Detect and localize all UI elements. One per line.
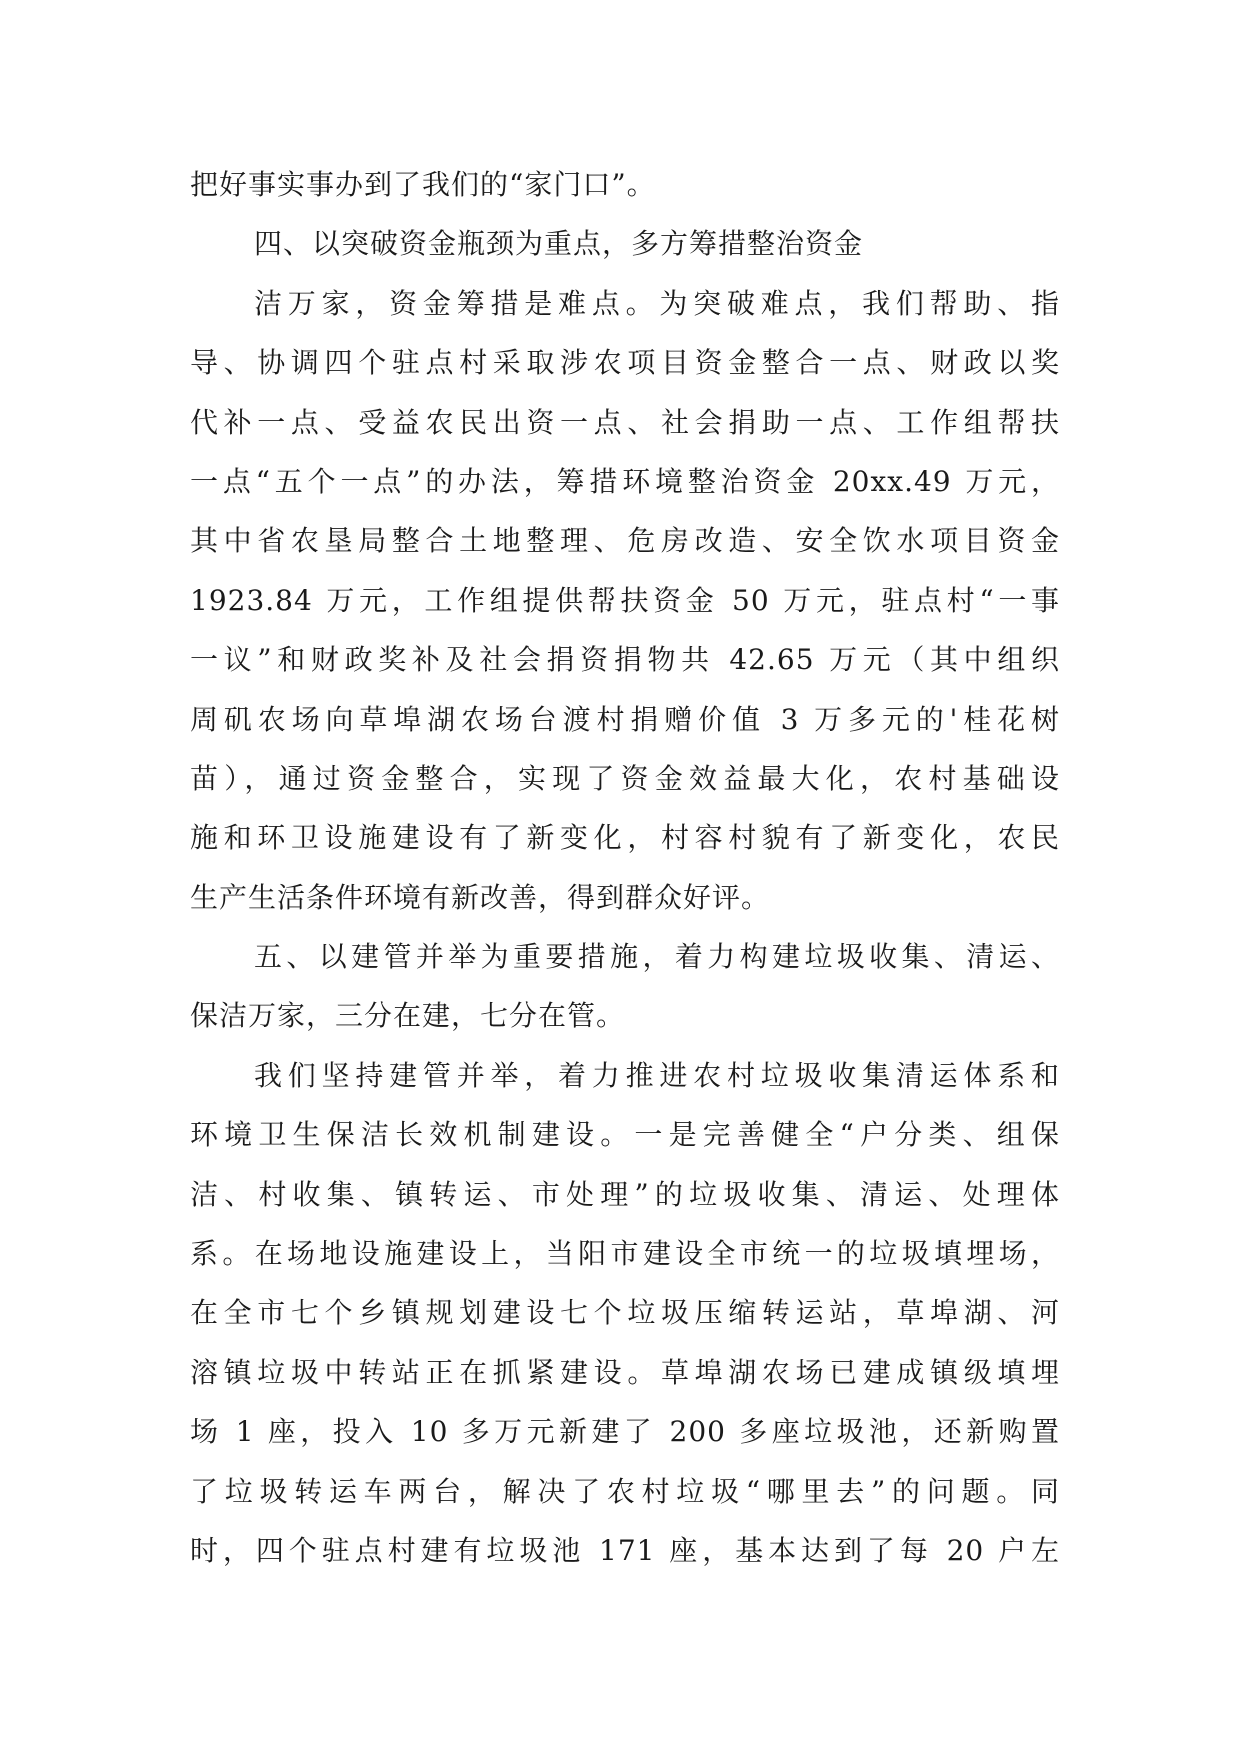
document-body	[190, 155, 1060, 1580]
text-line: 生产生活条件环境有新改善，得到群众好评。	[190, 880, 771, 914]
text-line: 导、协调四个驻点村采取涉农项目资金整合一点、财政以奖	[190, 346, 1060, 380]
text-line: 保洁万家，三分在建，七分在管。	[190, 999, 626, 1033]
text-line: 1923.84 万元，工作组提供帮扶资金 50 万元，驻点村“一事	[190, 583, 1060, 617]
text-line: 了垃圾转运车两台，解决了农村垃圾“哪里去”的问题。同	[190, 1474, 1060, 1508]
text-line: 洁、村收集、镇转运、市处理”的垃圾收集、清运、处理体	[190, 1177, 1060, 1211]
text-line: 代补一点、受益农民出资一点、社会捐助一点、工作组帮扶	[190, 405, 1060, 439]
text-line: 环境卫生保洁长效机制建设。一是完善健全“户分类、组保	[190, 1118, 1060, 1152]
text-line: 时，四个驻点村建有垃圾池 171 座，基本达到了每 20 户左	[190, 1533, 1060, 1567]
text-line: 苗），通过资金整合，实现了资金效益最大化，农村基础设	[190, 761, 1060, 795]
text-line: 把好事实事办到了我们的“家门口”。	[190, 168, 656, 201]
text-line: 一议”和财政奖补及社会捐资捐物共 42.65 万元（其中组织	[190, 643, 1060, 677]
text-line: 溶镇垃圾中转站正在抓紧建设。草埠湖农场已建成镇级填埋	[190, 1355, 1060, 1389]
text-line: 在全市七个乡镇规划建设七个垃圾压缩转运站，草埠湖、河	[190, 1296, 1060, 1330]
text-line: 施和环卫设施建设有了新变化，村容村貌有了新变化，农民	[190, 821, 1060, 855]
text-line: 我们坚持建管并举，着力推进农村垃圾收集清运体系和	[254, 1058, 1060, 1092]
text-line: 洁万家，资金筹措是难点。为突破难点，我们帮助、指	[254, 286, 1060, 320]
text-line: 一点“五个一点”的办法，筹措环境整治资金 20xx.49 万元，	[190, 464, 1060, 498]
text-line: 系。在场地设施建设上，当阳市建设全市统一的垃圾填埋场，	[190, 1237, 1060, 1271]
text-line: 周矶农场向草埠湖农场台渡村捐赠价值 3 万多元的'桂花树	[190, 702, 1060, 736]
text-line: 场 1 座，投入 10 多万元新建了 200 多座垃圾池，还新购置	[190, 1415, 1060, 1449]
section-heading: 四、以突破资金瓶颈为重点，多方筹措整治资金	[254, 227, 864, 261]
text-line: 其中省农垦局整合土地整理、危房改造、安全饮水项目资金	[190, 524, 1060, 558]
section-heading: 五、以建管并举为重要措施，着力构建垃圾收集、清运、	[254, 940, 1060, 974]
